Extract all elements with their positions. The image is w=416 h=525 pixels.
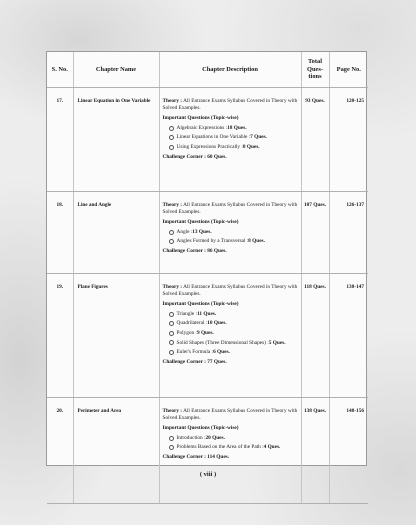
table-header-row: [47, 52, 368, 88]
row-total: 93 Ques.: [301, 88, 329, 192]
contents-table: [47, 52, 368, 504]
theory-label: Theory :: [162, 408, 183, 414]
theory-line: [163, 202, 298, 215]
theory-label: Theory :: [162, 202, 183, 208]
item-count: 8 Ques.: [248, 238, 265, 245]
row-sno: 20.: [47, 398, 73, 504]
row-chapter-name: Line and Angle: [73, 192, 159, 274]
row-description: [159, 398, 301, 504]
row-chapter-name: Linear Equation in One Variable: [73, 88, 159, 192]
item-text: Euler's Formula :: [176, 349, 214, 356]
row-description: [159, 192, 301, 274]
row-sno: 19.: [47, 274, 73, 398]
item-count: 20 Ques.: [205, 434, 225, 441]
row-pages: 126-137: [329, 192, 368, 274]
bullet-icon: [169, 445, 174, 450]
list-item: [169, 134, 298, 141]
row-pages: 138-147: [329, 274, 368, 398]
bullet-icon: [169, 331, 174, 336]
list-item: [169, 444, 298, 451]
theory-text: All Entrance Exams Syllabus Covered in Theory with Solved Examples.: [162, 98, 298, 111]
list-item: [169, 144, 298, 151]
item-count: 6 Ques.: [213, 349, 230, 356]
row-total: 118 Ques.: [301, 274, 329, 398]
item-count: 9 Ques.: [196, 330, 214, 337]
header-total-questions: Total Ques-tions: [301, 52, 329, 88]
bullet-icon: [169, 126, 174, 131]
important-questions-label: Important Questions (Topic-wise): [162, 301, 239, 308]
bullet-icon: [169, 145, 174, 150]
item-text: Triangle :: [176, 310, 198, 317]
list-item: [169, 330, 298, 337]
row-pages: 148-156: [329, 398, 368, 504]
item-count: 5 Ques.: [268, 339, 286, 346]
item-text: Problems Based on the Area of the Path :: [176, 444, 264, 451]
row-sno: 18.: [47, 192, 73, 274]
table-row: [47, 398, 368, 504]
challenge-corner: Challenge Corner : 60 Ques.: [162, 153, 227, 160]
page-number: ( viii ): [199, 471, 217, 478]
item-text: Angles Formed by a Transversal :: [176, 238, 249, 245]
table-row: [47, 88, 368, 192]
item-count: 7 Ques.: [250, 134, 267, 141]
list-item: [169, 229, 298, 236]
row-total: 107 Ques.: [301, 192, 329, 274]
challenge-corner: Challenge Corner : 114 Ques.: [162, 454, 230, 461]
header-chapter-name: Chapter Name: [73, 52, 159, 88]
row-total: 138 Ques.: [301, 398, 329, 504]
theory-line: [163, 408, 298, 421]
item-text: Polygon :: [176, 330, 197, 337]
theory-line: [163, 284, 298, 297]
bullet-icon: [169, 350, 174, 355]
header-sno: S. No.: [47, 52, 73, 88]
row-chapter-name: Plane Figures: [73, 274, 159, 398]
bullet-icon: [169, 312, 174, 317]
item-count: 11 Ques.: [197, 310, 217, 317]
theory-label: Theory :: [162, 284, 183, 290]
challenge-corner: Challenge Corner : 86 Ques.: [162, 248, 227, 255]
item-count: 8 Ques.: [242, 144, 260, 151]
list-item: [169, 125, 298, 132]
bullet-icon: [169, 239, 174, 244]
item-text: Solid Shapes (Three Dimensional Shapes) :: [176, 339, 269, 346]
item-text: Introduction :: [176, 434, 206, 441]
item-text: Using Expressions Practically :: [176, 144, 243, 151]
theory-text: All Entrance Exams Syllabus Covered in Theory with Solved Examples.: [162, 202, 298, 215]
item-count: 18 Ques.: [227, 124, 247, 131]
bullet-icon: [169, 135, 174, 140]
list-item: [169, 349, 298, 356]
table-row: [47, 274, 368, 398]
header-page-no: Page No.: [329, 52, 368, 88]
item-count: 10 Ques.: [207, 320, 227, 327]
theory-line: [163, 98, 298, 111]
list-item: [169, 238, 298, 245]
item-text: Quadrilateral :: [176, 320, 208, 327]
important-questions-label: Important Questions (Topic-wise): [162, 115, 239, 122]
list-item: [169, 435, 298, 442]
list-item: [169, 320, 298, 327]
bullet-icon: [169, 436, 174, 441]
item-count: 13 Ques.: [192, 228, 212, 235]
theory-text: All Entrance Exams Syllabus Covered in Theory with Solved Examples.: [162, 408, 298, 421]
item-text: Linear Equations in One Variable :: [176, 134, 251, 141]
row-pages: 120-125: [329, 88, 368, 192]
list-item: [169, 311, 298, 318]
item-text: Algebraic Expressions :: [176, 124, 228, 131]
row-description: [159, 88, 301, 192]
important-questions-label: Important Questions (Topic-wise): [162, 219, 239, 226]
row-sno: 17.: [47, 88, 73, 192]
row-chapter-name: Perimeter and Area: [73, 398, 159, 504]
theory-label: Theory :: [162, 98, 183, 104]
row-description: [159, 274, 301, 398]
header-chapter-description: Chapter Description: [159, 52, 301, 88]
bullet-icon: [169, 321, 174, 326]
item-count: 4 Ques.: [263, 444, 281, 451]
list-item: [169, 340, 298, 347]
table-row: [47, 192, 368, 274]
bullet-icon: [169, 340, 174, 345]
important-questions-label: Important Questions (Topic-wise): [162, 425, 239, 432]
theory-text: All Entrance Exams Syllabus Covered in Theory with Solved Examples.: [162, 284, 298, 297]
item-text: Angle :: [176, 228, 193, 235]
challenge-corner: Challenge Corner : 77 Ques.: [162, 358, 227, 365]
bullet-icon: [169, 230, 174, 235]
contents-table-page: [46, 51, 367, 466]
